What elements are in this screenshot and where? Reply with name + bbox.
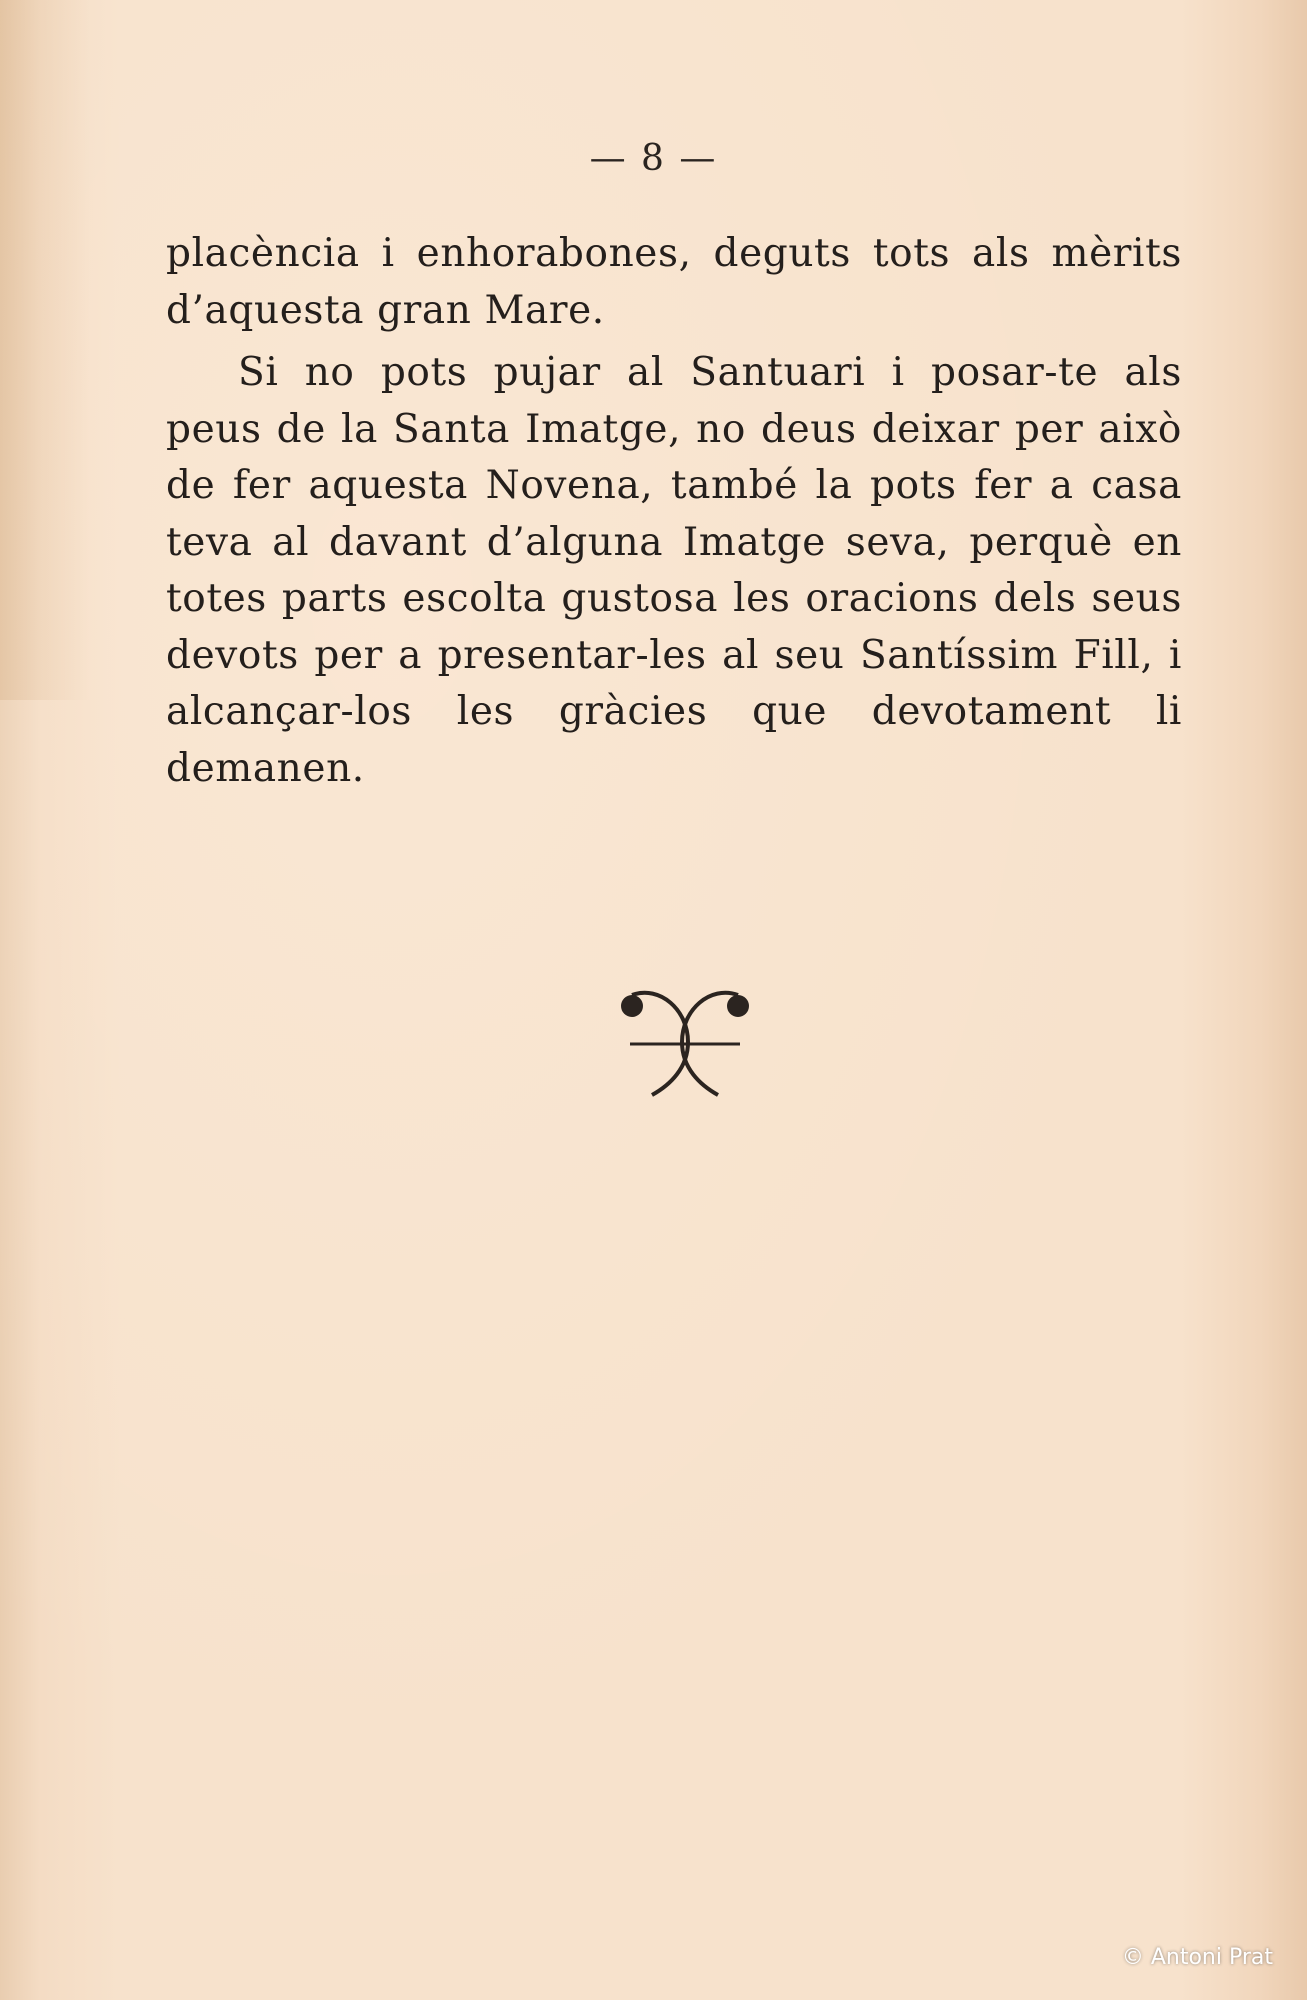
page-number: — 8 — [589,138,718,179]
copyright-credit: © Antoni Prat [1121,1945,1273,1970]
page-body [166,226,1182,797]
fleuron-ornament-icon [610,980,760,1100]
paragraph-1: placència i enhorabones, deguts tots als mèrits d’aquesta gran Mare. [166,231,1182,333]
paper-stain [0,0,90,700]
paragraph-2: Si no pots pujar al Santuari i posar-te als peus de la Santa Imatge, no deus deixar per això de fer aquesta Novena, també la pots fer a casa teva al davant d’alguna Imatge seva, perquè en totes parts escolta gustosa les oracions dels seus devots per a presentar-les al seu Santíssim Fill, i alcançar-los les gràcies que devotament li demanen. [166,350,1182,791]
